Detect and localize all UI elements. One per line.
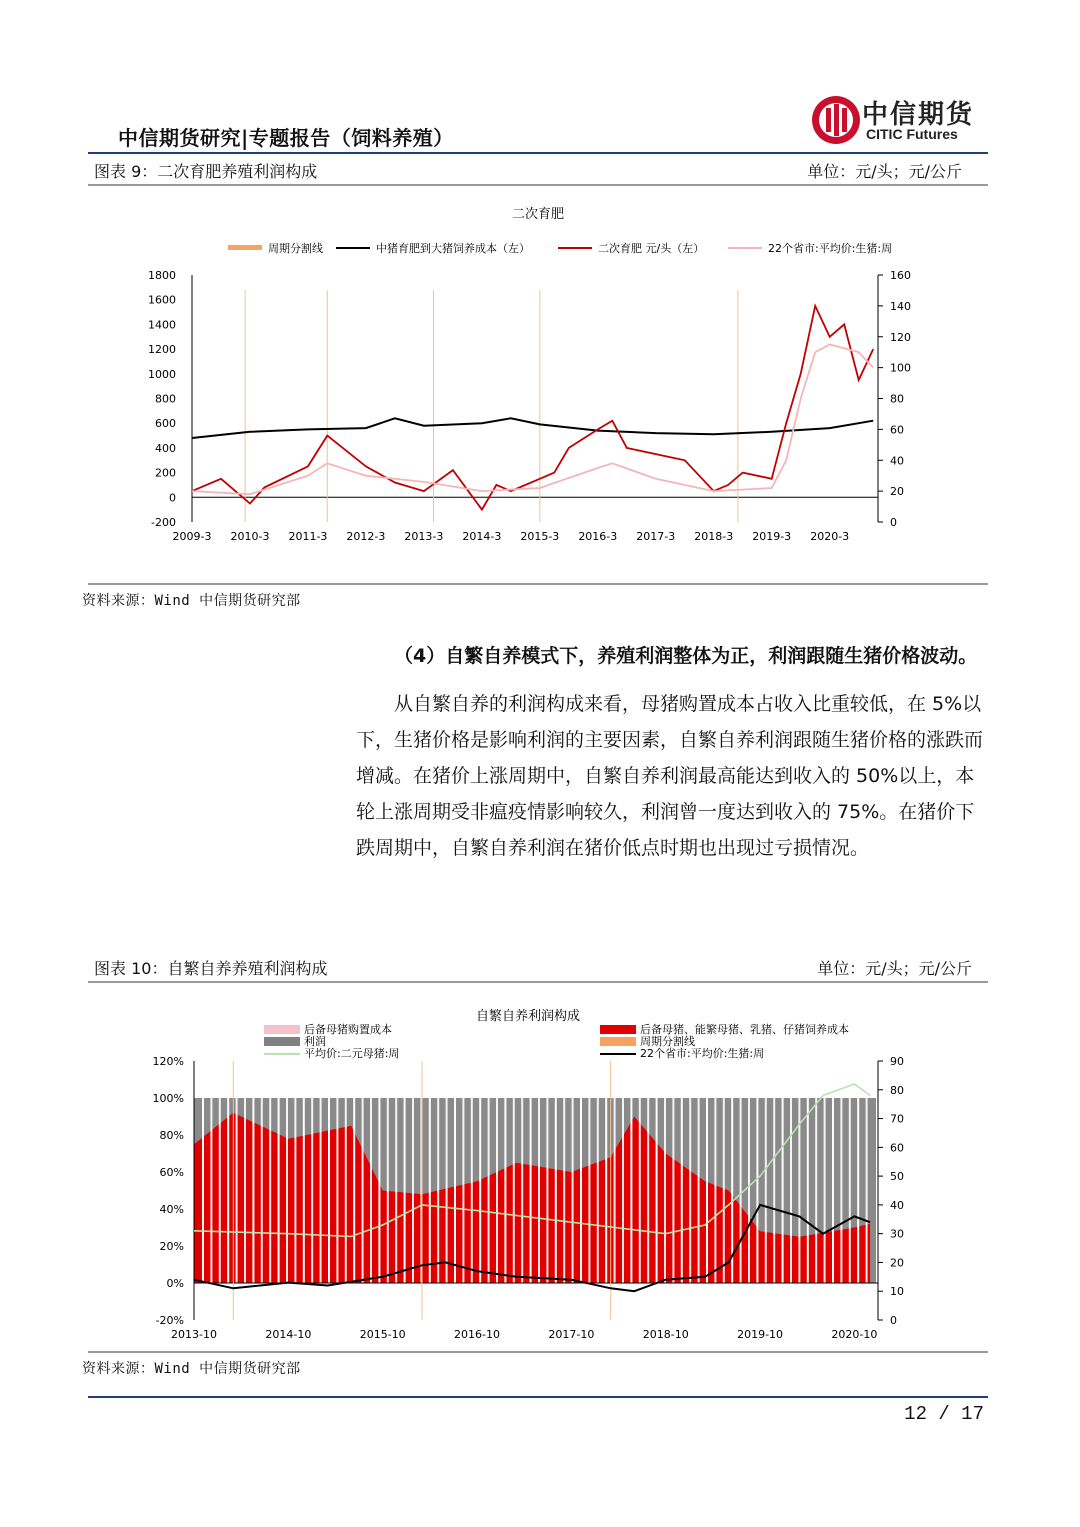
chart2-y-left-tick: 80%: [159, 1129, 184, 1142]
chart2-gap-stripe: [572, 1098, 574, 1283]
chart2-gap-stripe: [614, 1098, 616, 1283]
chart2-gap-stripe: [782, 1098, 784, 1283]
chart1-legend-label-1: 中猪育肥到大猪饲养成本（左）: [376, 242, 530, 255]
chart2-gap-stripe: [236, 1098, 238, 1283]
logo: [810, 94, 862, 146]
chart2-gap-stripe: [664, 1098, 666, 1283]
chart2-gap-stripe: [294, 1098, 296, 1283]
chart2-gap-stripe: [210, 1098, 212, 1283]
chart1-series-3: [192, 345, 873, 495]
chart2-gap-stripe: [815, 1098, 817, 1283]
chart1-legend-label-0: 周期分割线: [268, 242, 323, 255]
page-header-title: 中信期货研究|专题报告（饲料养殖）: [118, 126, 454, 150]
chart2-y-right-tick: 30: [890, 1227, 904, 1241]
chart2-gap-stripe: [496, 1098, 498, 1283]
citic-logo-icon: [810, 94, 862, 146]
chart2-x-tick: 2020-10: [831, 1328, 878, 1341]
chart2-legend-label-2: 利润: [304, 1035, 326, 1048]
chart2-gap-stripe: [311, 1098, 313, 1283]
chart1-series-2: [192, 306, 873, 510]
figure9-caption: 图表 9：二次育肥养殖利润构成: [94, 162, 318, 181]
chart2-gap-stripe: [714, 1098, 716, 1283]
chart2-gap-stripe: [639, 1098, 641, 1283]
chart2-y-left-tick: 40%: [159, 1203, 184, 1216]
chart2-x-tick: 2019-10: [737, 1328, 784, 1341]
chart1-y-left-tick: 200: [155, 466, 176, 480]
chart2-x-tick: 2017-10: [548, 1328, 595, 1341]
chart1-y-right-tick: 140: [890, 299, 911, 313]
chart1-x-tick: 2017-3: [636, 530, 676, 543]
figure9-source: 资料来源：Wind 中信期货研究部: [82, 593, 301, 609]
chart2-y-right-tick: 20: [890, 1256, 904, 1270]
chart1-y-left-tick: 800: [155, 392, 176, 406]
chart1-y-left-tick: 400: [155, 441, 176, 455]
chart2-gap-stripe: [630, 1098, 632, 1283]
section-paragraph: 从自繁自养的利润构成来看，母猪购置成本占收入比重较低，在 5%以下，生猪价格是影响利润的主要因素，自繁自养利润跟随生猪价格的涨跌而增减。在猪价上涨周期中，自繁自养利润最高能达到收入的 50%以上，本轮上涨周期受非瘟疫情影响较久，利润曾一度达到收入的 75%。在猪价下跌周期中，自繁自养利润在猪价低点时期也出现过亏损情况。: [356, 693, 984, 859]
chart2-gap-stripe: [605, 1098, 607, 1283]
chart1-y-right-tick: 20: [890, 485, 904, 499]
chart2-gap-stripe: [698, 1098, 700, 1283]
figure10-caption: 图表 10：自繁自养养殖利润构成: [94, 959, 328, 978]
chart2-gap-stripe: [672, 1098, 674, 1283]
chart1-y-right-tick: 0: [890, 516, 897, 529]
chart2-y-right-tick: 60: [890, 1141, 904, 1155]
chart2-gap-stripe: [832, 1098, 834, 1283]
chart2-gap-stripe: [336, 1098, 338, 1283]
chart2-x-tick: 2013-10: [171, 1328, 217, 1341]
page-number: 12 / 17: [904, 1403, 984, 1425]
chart2-gap-stripe: [521, 1098, 523, 1283]
chart2-gap-stripe: [437, 1098, 439, 1283]
chart2-legend-label-1: 后备母猪、能繁母猪、乳猪、仔猪饲养成本: [640, 1023, 849, 1036]
chart2-gap-stripe: [370, 1098, 372, 1283]
chart1-x-tick: 2015-3: [520, 530, 560, 543]
chart2-gap-stripe: [328, 1098, 330, 1283]
chart2-gap-stripe: [807, 1098, 809, 1283]
chart2-gap-stripe: [488, 1098, 490, 1283]
chart1-y-right-tick: 120: [890, 330, 911, 344]
figure10-unit: 单位：元/头；元/公斤: [817, 959, 972, 978]
chart1-x-tick: 2013-3: [404, 530, 444, 543]
chart2-legend-swatch-1: [600, 1025, 636, 1034]
chart1-legend-label-2: 二次育肥 元/头（左）: [598, 242, 705, 255]
chart1-x-tick: 2011-3: [288, 530, 328, 543]
chart2-gap-stripe: [840, 1098, 842, 1283]
chart2-gap-stripe: [513, 1098, 515, 1283]
chart1-y-right-tick: 80: [890, 392, 904, 406]
chart2-title: 自繁自养利润构成: [475, 1009, 581, 1024]
chart2-gap-stripe: [395, 1098, 397, 1283]
chart1-x-tick: 2009-3: [172, 530, 212, 543]
chart2-gap-stripe: [412, 1098, 414, 1283]
chart1-x-tick: 2020-3: [810, 530, 850, 543]
chart2-gap-stripe: [278, 1098, 280, 1283]
chart1-y-left-tick: 1600: [148, 293, 176, 307]
chart2-gap-stripe: [588, 1098, 590, 1283]
footer-divider: [88, 1396, 988, 1398]
chart1-y-right-tick: 60: [890, 423, 904, 437]
chart2-gap-stripe: [404, 1098, 406, 1283]
chart2-gap-stripe: [546, 1098, 548, 1283]
chart2-gap-stripe: [269, 1098, 271, 1283]
figure9-unit: 单位：元/头；元/公斤: [807, 162, 962, 181]
chart1-x-tick: 2010-3: [230, 530, 270, 543]
logo-text-en: CITIC Futures: [866, 126, 958, 142]
chart1-y-left-tick: 1400: [148, 318, 176, 332]
chart2-gap-stripe: [740, 1098, 742, 1283]
chart2-gap-stripe: [849, 1098, 851, 1283]
header-divider: [88, 152, 988, 154]
chart1-y-left-tick: 600: [155, 417, 176, 431]
chart2-y-left-tick: 0%: [166, 1277, 184, 1290]
chart1-y-left-tick: 1000: [148, 367, 176, 381]
chart2-gap-stripe: [345, 1098, 347, 1283]
chart2-y-right-tick: 40: [890, 1198, 904, 1212]
chart-secondary-fattening: [88, 190, 988, 550]
chart2-gap-stripe: [597, 1098, 599, 1283]
chart2-gap-stripe: [756, 1098, 758, 1283]
figure9-source-rule: [88, 583, 988, 585]
chart1-x-tick: 2019-3: [752, 530, 792, 543]
chart2-gap-stripe: [656, 1098, 658, 1283]
chart2-y-left-tick: 120%: [152, 1055, 184, 1068]
chart2-gap-stripe: [706, 1098, 708, 1283]
chart-self-breeding-profit: [88, 988, 988, 1348]
chart1-x-tick: 2018-3: [694, 530, 734, 543]
chart2-y-left-tick: -20%: [155, 1314, 184, 1327]
chart2-gap-stripe: [387, 1098, 389, 1283]
chart2-gap-stripe: [748, 1098, 750, 1283]
chart2-gap-stripe: [446, 1098, 448, 1283]
chart2-gap-stripe: [261, 1098, 263, 1283]
chart2-y-left-tick: 100%: [152, 1092, 184, 1105]
chart2-y-right-tick: 50: [890, 1170, 904, 1184]
chart2-gap-stripe: [504, 1098, 506, 1283]
chart2-y-right-tick: 0: [890, 1314, 897, 1327]
section-heading: （4）自繁自养模式下，养殖利润整体为正，利润跟随生猪价格波动。: [394, 645, 978, 667]
chart2-gap-stripe: [219, 1098, 221, 1283]
chart1-legend-swatch-0: [228, 245, 262, 250]
chart2-gap-stripe: [538, 1098, 540, 1283]
chart1-x-tick: 2016-3: [578, 530, 618, 543]
chart2-gap-stripe: [765, 1098, 767, 1283]
chart1-y-left-tick: 1200: [148, 343, 176, 357]
chart2-legend-swatch-0: [264, 1025, 300, 1034]
chart2-gap-stripe: [286, 1098, 288, 1283]
chart2-gap-stripe: [824, 1098, 826, 1283]
chart2-gap-stripe: [252, 1098, 254, 1283]
chart2-gap-stripe: [471, 1098, 473, 1283]
chart1-y-right-tick: 160: [890, 269, 911, 282]
chart1-series-1: [192, 418, 873, 438]
body-text: [356, 638, 988, 866]
chart1-y-left-tick: 1800: [148, 269, 176, 282]
chart2-y-right-tick: 70: [890, 1112, 904, 1126]
chart2-gap-stripe: [689, 1098, 691, 1283]
chart1-y-right-tick: 100: [890, 361, 911, 375]
chart2-x-tick: 2014-10: [265, 1328, 312, 1341]
figure10-caption-rule: [88, 981, 988, 983]
chart2-y-left-tick: 20%: [159, 1240, 184, 1253]
chart2-y-right-tick: 80: [890, 1083, 904, 1097]
chart2-y-left-tick: 60%: [159, 1166, 184, 1179]
chart2-y-right-tick: 90: [890, 1055, 904, 1068]
chart2-legend-label-4: 平均价:二元母猪:周: [304, 1047, 400, 1060]
chart2-legend-label-3: 周期分割线: [640, 1035, 695, 1048]
chart2-legend-label-5: 22个省市:平均价:生猪:周: [640, 1047, 765, 1060]
chart2-gap-stripe: [681, 1098, 683, 1283]
chart2-gap-stripe: [227, 1098, 229, 1283]
chart2-gap-stripe: [555, 1098, 557, 1283]
chart2-gap-stripe: [580, 1098, 582, 1283]
chart2-gap-stripe: [244, 1098, 246, 1283]
chart1-title: 二次育肥: [511, 207, 565, 222]
chart1-y-left-tick: -200: [151, 516, 176, 529]
chart2-x-tick: 2018-10: [642, 1328, 689, 1341]
chart2-gap-stripe: [378, 1098, 380, 1283]
chart2-gap-stripe: [353, 1098, 355, 1283]
chart2-gap-stripe: [429, 1098, 431, 1283]
chart2-gap-stripe: [622, 1098, 624, 1283]
chart2-gap-stripe: [462, 1098, 464, 1283]
chart2-gap-stripe: [454, 1098, 456, 1283]
logo-text-cn: 中信期货: [862, 100, 975, 130]
chart2-gap-stripe: [320, 1098, 322, 1283]
chart2-legend-swatch-3: [600, 1037, 636, 1046]
chart2-gap-stripe: [202, 1098, 204, 1283]
figure10-source: 资料来源：Wind 中信期货研究部: [82, 1361, 301, 1377]
chart2-legend-label-0: 后备母猪购置成本: [304, 1023, 392, 1036]
chart2-gap-stripe: [479, 1098, 481, 1283]
chart2-y-right-tick: 10: [890, 1285, 904, 1299]
chart1-y-left-tick: 0: [169, 491, 176, 505]
chart1-x-tick: 2014-3: [462, 530, 502, 543]
chart2-gap-stripe: [647, 1098, 649, 1283]
chart2-gap-stripe: [303, 1098, 305, 1283]
chart1-legend-label-3: 22个省市:平均价:生猪:周: [768, 242, 893, 255]
chart2-legend-swatch-2: [264, 1037, 300, 1046]
figure9-caption-rule: [88, 184, 988, 186]
chart2-gap-stripe: [563, 1098, 565, 1283]
chart2-gap-stripe: [866, 1098, 868, 1283]
chart2-x-tick: 2016-10: [454, 1328, 501, 1341]
chart2-x-tick: 2015-10: [359, 1328, 406, 1341]
chart2-gap-stripe: [790, 1098, 792, 1283]
chart1-y-right-tick: 40: [890, 454, 904, 468]
chart2-gap-stripe: [773, 1098, 775, 1283]
figure10-source-rule: [88, 1351, 988, 1353]
chart2-gap-stripe: [530, 1098, 532, 1283]
chart1-x-tick: 2012-3: [346, 530, 386, 543]
chart2-gap-stripe: [362, 1098, 364, 1283]
chart2-gap-stripe: [723, 1098, 725, 1283]
chart2-gap-stripe: [857, 1098, 859, 1283]
